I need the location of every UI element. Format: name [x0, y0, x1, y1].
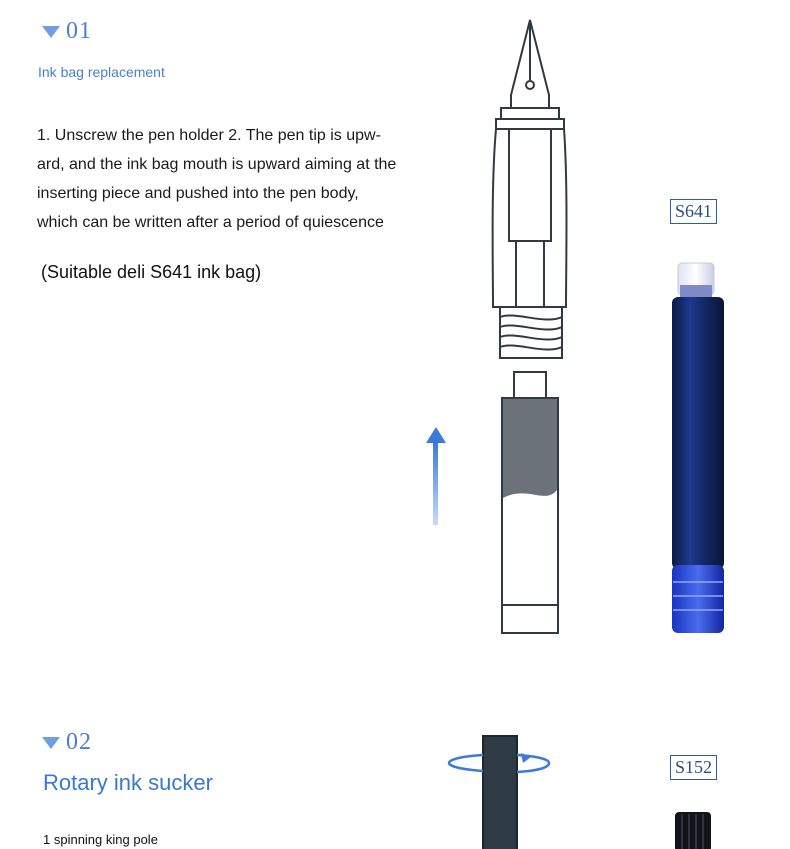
- instructions-text: 1. Unscrew the pen holder 2. The pen tip is upw-ard, and the ink bag mouth is upward aiming at the inserting piece and pushed into the pen body, which can be written after a period of quiescence: [37, 127, 397, 231]
- step-title: Rotary ink sucker: [43, 770, 213, 795]
- triangle-down-icon: [42, 26, 60, 38]
- arrow-up-icon: [426, 427, 446, 525]
- rotary-sucker-diagram: [445, 735, 555, 849]
- compatibility-note: (Suitable deli S641 ink bag): [41, 262, 262, 282]
- product-code-label: S641: [670, 199, 717, 224]
- step-title: Ink bag replacement: [38, 64, 165, 80]
- step-number: 01: [66, 18, 92, 44]
- ink-cartridge-image: [665, 260, 733, 640]
- converter-image: [672, 810, 714, 849]
- step-01-header: [42, 18, 92, 45]
- product-code-label: S152: [670, 755, 717, 780]
- step-02-header: [42, 729, 92, 756]
- triangle-down-icon: [42, 737, 60, 749]
- step-note: 1 spinning king pole: [43, 832, 158, 847]
- step-number: 02: [66, 729, 92, 755]
- pen-diagram: [420, 15, 590, 640]
